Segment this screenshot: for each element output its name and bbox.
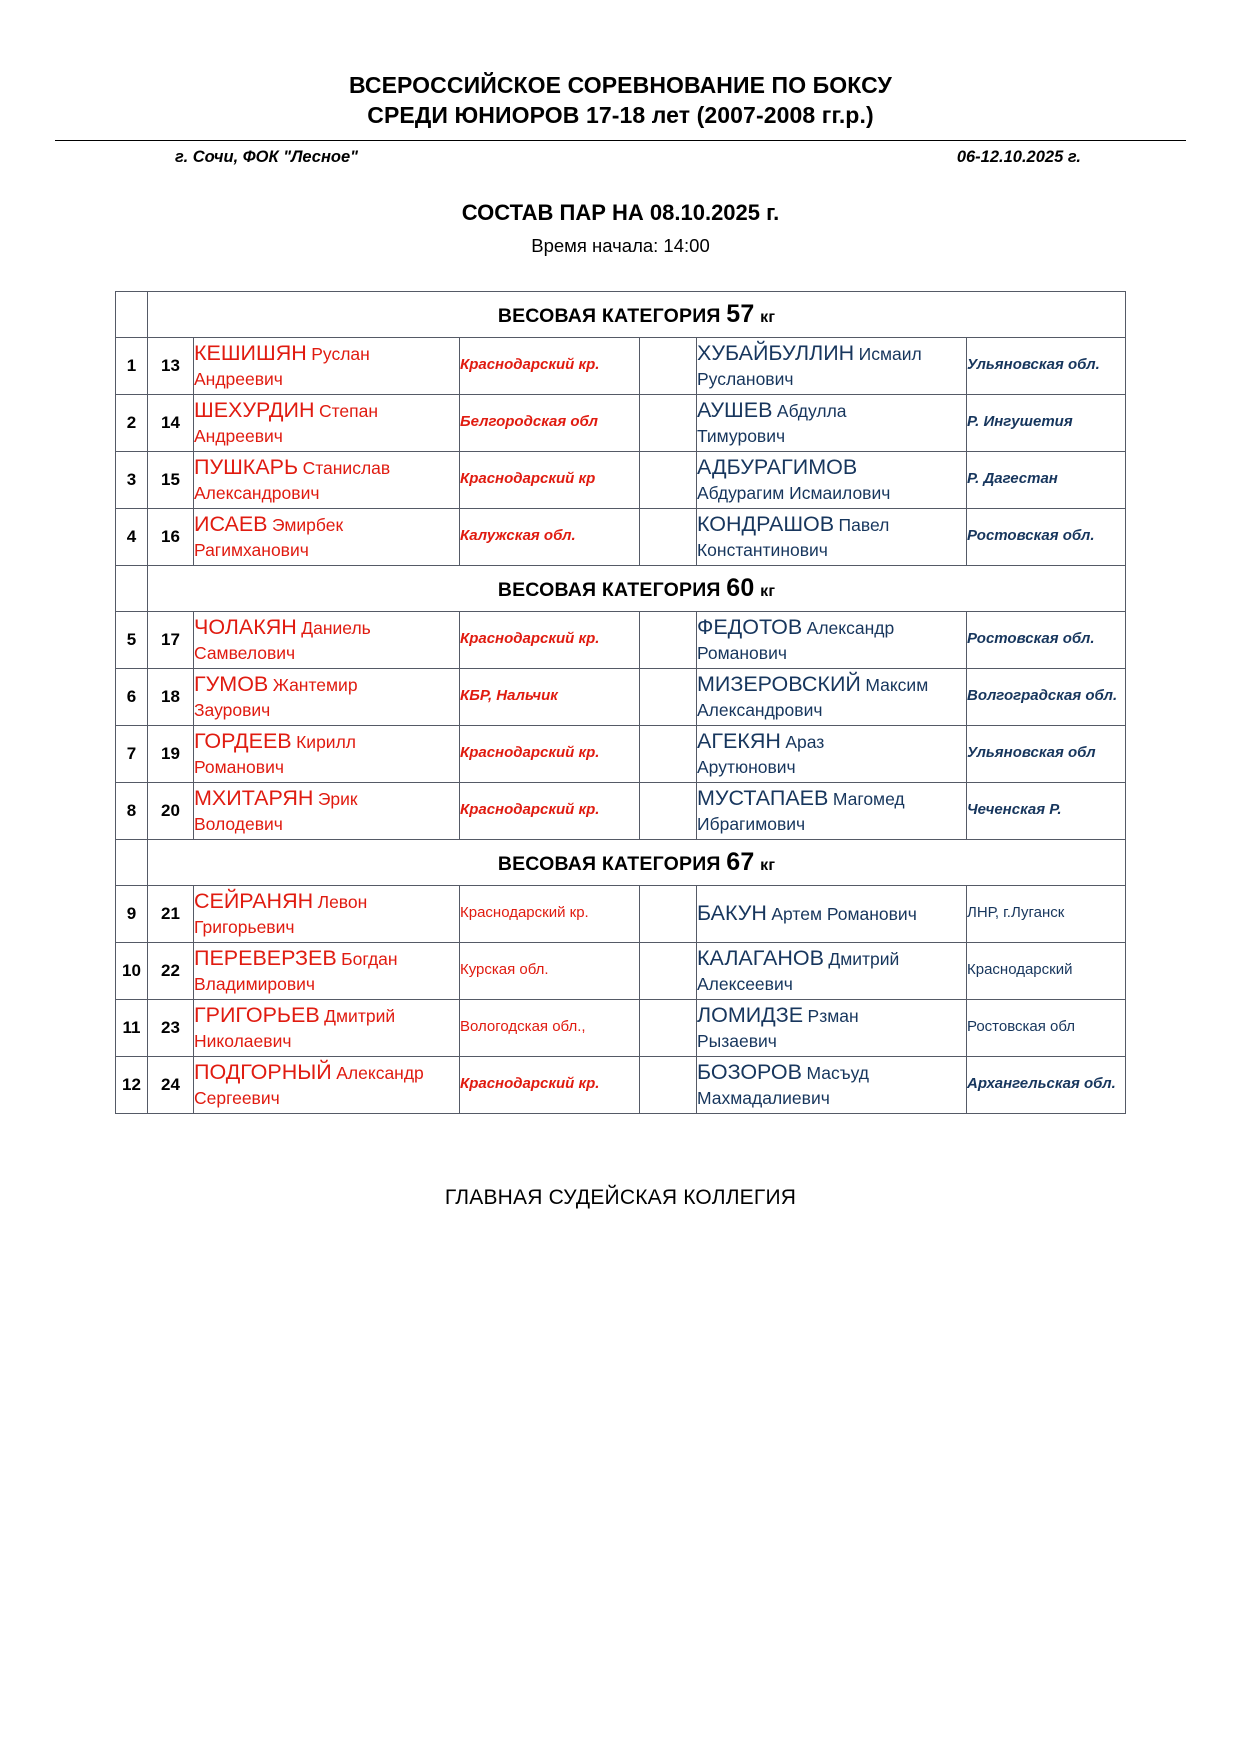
blue-surname: МУСТАПАЕВ [696, 786, 829, 811]
red-region: Калужская обл. [459, 508, 639, 565]
corner-gap-cell [639, 668, 696, 725]
red-region: Краснодарский кр. [459, 885, 639, 942]
category-header-row [115, 565, 1125, 611]
red-surname: ПОДГОРНЫЙ [193, 1060, 332, 1085]
bout-number: 16 [147, 508, 193, 565]
blue-patronymic: Махмадалиевич [696, 1088, 830, 1109]
blue-surname: ХУБАЙБУЛЛИН [696, 341, 855, 366]
bout-index: 1 [115, 337, 147, 394]
bout-row [115, 782, 1125, 839]
red-surname: ГРИГОРЬЕВ [193, 1003, 320, 1028]
red-surname: КЕШИШЯН [193, 341, 307, 366]
category-unit: кг [760, 308, 776, 326]
blue-surname: ФЕДОТОВ [696, 615, 803, 640]
red-patronymic: Володевич [193, 814, 283, 835]
blue-region: Р. Ингушетия [966, 394, 1125, 451]
red-region: Краснодарский кр. [459, 611, 639, 668]
blue-patronymic: Ибрагимович [696, 814, 806, 835]
category-spacer-left [115, 839, 147, 885]
red-region: Краснодарский кр. [459, 782, 639, 839]
blue-corner-boxer [696, 725, 966, 782]
bout-number: 13 [147, 337, 193, 394]
red-corner-boxer [193, 508, 459, 565]
blue-region: ЛНР, г.Луганск [966, 885, 1125, 942]
document-title [55, 70, 1186, 131]
red-surname: СЕЙРАНЯН [193, 889, 314, 914]
corner-gap-cell [639, 885, 696, 942]
pairs-list-subtitle: СОСТАВ ПАР НА 08.10.2025 г. [461, 199, 780, 225]
blue-region: Чеченская Р. [966, 782, 1125, 839]
red-region: Краснодарский кр [459, 451, 639, 508]
category-title [147, 565, 1125, 611]
red-corner-boxer [193, 885, 459, 942]
blue-given-name: Максим [865, 675, 929, 696]
red-corner-boxer [193, 782, 459, 839]
red-corner-boxer [193, 337, 459, 394]
category-label: ВЕСОВАЯ КАТЕГОРИЯ [497, 852, 721, 875]
corner-gap-cell [639, 394, 696, 451]
venue-label: г. Сочи, ФОК "Лесное" [175, 147, 358, 166]
red-corner-boxer [193, 451, 459, 508]
bout-pairs-table [115, 291, 1126, 1114]
blue-surname: АУШЕВ [696, 398, 773, 423]
bout-row [115, 337, 1125, 394]
bout-index: 12 [115, 1056, 147, 1113]
blue-patronymic: Арутюнович [696, 757, 796, 778]
red-corner-boxer [193, 942, 459, 999]
category-weight: 67 [726, 847, 755, 876]
blue-given-name: Абдулла [776, 401, 847, 422]
red-patronymic: Самвелович [193, 643, 296, 664]
blue-corner-boxer [696, 999, 966, 1056]
blue-surname: КОНДРАШОВ [696, 512, 835, 537]
blue-patronymic: Романович [696, 643, 787, 664]
bout-index: 11 [115, 999, 147, 1056]
corner-gap-cell [639, 942, 696, 999]
blue-patronymic: Русланович [696, 369, 794, 390]
red-surname: ГУМОВ [193, 672, 269, 697]
red-given-name: Даниель [301, 618, 371, 639]
red-patronymic: Сергеевич [193, 1088, 280, 1109]
category-unit: кг [760, 856, 776, 874]
bout-index: 5 [115, 611, 147, 668]
bout-index: 4 [115, 508, 147, 565]
category-unit: кг [760, 582, 776, 600]
bout-index: 6 [115, 668, 147, 725]
red-given-name: Станислав [302, 458, 391, 479]
category-label: ВЕСОВАЯ КАТЕГОРИЯ [497, 304, 721, 327]
blue-given-name: Магомед [832, 789, 905, 810]
bout-row [115, 725, 1125, 782]
bout-number: 23 [147, 999, 193, 1056]
red-patronymic: Александрович [193, 483, 320, 504]
bout-row [115, 394, 1125, 451]
blue-region: Архангельская обл. [966, 1056, 1125, 1113]
bout-number: 14 [147, 394, 193, 451]
bout-row [115, 611, 1125, 668]
blue-given-name: Масъуд [806, 1063, 870, 1084]
category-label: ВЕСОВАЯ КАТЕГОРИЯ [497, 578, 721, 601]
category-spacer-left [115, 291, 147, 337]
blue-patronymic: Константинович [696, 540, 828, 561]
red-patronymic: Романович [193, 757, 284, 778]
start-time-label: Время начала: 14:00 [531, 234, 710, 256]
corner-gap-cell [639, 451, 696, 508]
category-title [147, 839, 1125, 885]
red-surname: МХИТАРЯН [193, 786, 314, 811]
bout-row [115, 668, 1125, 725]
red-corner-boxer [193, 668, 459, 725]
red-region: КБР, Нальчик [459, 668, 639, 725]
bout-number: 19 [147, 725, 193, 782]
red-given-name: Степан [318, 401, 378, 422]
red-region: Белгородская обл [459, 394, 639, 451]
blue-patronymic: Тимурович [696, 426, 786, 447]
category-header-row [115, 291, 1125, 337]
title-line-2: СРЕДИ ЮНИОРОВ 17-18 лет (2007-2008 гг.р.) [367, 102, 874, 129]
blue-region: Ростовская обл. [966, 611, 1125, 668]
bout-number: 24 [147, 1056, 193, 1113]
red-given-name: Кирилл [296, 732, 356, 753]
blue-corner-boxer [696, 611, 966, 668]
bout-index: 9 [115, 885, 147, 942]
blue-corner-boxer [696, 337, 966, 394]
bout-row [115, 999, 1125, 1056]
red-patronymic: Андреевич [193, 426, 283, 447]
category-spacer-left [115, 565, 147, 611]
red-corner-boxer [193, 999, 459, 1056]
red-surname: ЧОЛАКЯН [193, 615, 297, 640]
blue-given-name: Дмитрий [828, 949, 900, 970]
red-corner-boxer [193, 394, 459, 451]
category-header-row [115, 839, 1125, 885]
blue-patronymic: Алексеевич [696, 974, 793, 995]
blue-patronymic: Александрович [696, 700, 823, 721]
blue-corner-boxer [696, 782, 966, 839]
red-region: Вологодская обл., [459, 999, 639, 1056]
blue-region: Краснодарский [966, 942, 1125, 999]
red-region: Курская обл. [459, 942, 639, 999]
bout-index: 7 [115, 725, 147, 782]
blue-region: Ульяновская обл. [966, 337, 1125, 394]
blue-corner-boxer [696, 508, 966, 565]
bout-index: 3 [115, 451, 147, 508]
corner-gap-cell [639, 337, 696, 394]
blue-region: Ростовская обл [966, 999, 1125, 1056]
category-weight: 57 [726, 299, 755, 328]
blue-surname: ЛОМИДЗЕ [696, 1003, 804, 1028]
blue-corner-boxer [696, 942, 966, 999]
bout-row [115, 508, 1125, 565]
category-title [147, 291, 1125, 337]
corner-gap-cell [639, 999, 696, 1056]
blue-surname: БАКУН [696, 900, 767, 925]
bout-number: 22 [147, 942, 193, 999]
blue-region: Ульяновская обл [966, 725, 1125, 782]
corner-gap-cell [639, 725, 696, 782]
blue-corner-boxer [696, 451, 966, 508]
red-given-name: Александр [336, 1063, 424, 1084]
red-patronymic: Григорьевич [193, 917, 295, 938]
blue-given-name: Павел [838, 515, 890, 536]
blue-given-name: Араз [785, 732, 825, 753]
red-region: Краснодарский кр. [459, 725, 639, 782]
red-patronymic: Владимирович [193, 974, 316, 995]
red-region: Краснодарский кр. [459, 1056, 639, 1113]
bout-index: 8 [115, 782, 147, 839]
corner-gap-cell [639, 611, 696, 668]
red-surname: ШЕХУРДИН [193, 398, 315, 423]
blue-region: Р. Дагестан [966, 451, 1125, 508]
blue-patronymic: Рызаевич [696, 1031, 777, 1052]
red-patronymic: Николаевич [193, 1031, 292, 1052]
corner-gap-cell [639, 782, 696, 839]
blue-corner-boxer [696, 885, 966, 942]
title-line-1: ВСЕРОССИЙСКОЕ СОРЕВНОВАНИЕ ПО БОКСУ [349, 72, 892, 98]
bout-index: 10 [115, 942, 147, 999]
red-surname: ПУШКАРЬ [193, 455, 299, 480]
bout-row [115, 451, 1125, 508]
blue-surname: АДБУРАГИМОВ [696, 455, 858, 480]
red-surname: ПЕРЕВЕРЗЕВ [193, 946, 337, 971]
competition-dates: 06-12.10.2025 г. [956, 147, 1081, 166]
bout-row [115, 942, 1125, 999]
red-given-name: Эмирбек [271, 515, 344, 536]
venue-date-row [55, 141, 1186, 167]
blue-given-name: Исмаил [858, 344, 922, 365]
red-given-name: Левон [317, 892, 368, 913]
red-given-name: Эрик [317, 789, 358, 810]
red-given-name: Жантемир [272, 675, 358, 696]
blue-given-name: Артем Романович [771, 903, 917, 924]
blue-given-name: Рзман [807, 1006, 859, 1027]
footer-committee: ГЛАВНАЯ СУДЕЙСКАЯ КОЛЛЕГИЯ [444, 1185, 797, 1209]
corner-gap-cell [639, 508, 696, 565]
category-weight: 60 [726, 573, 755, 602]
red-region: Краснодарский кр. [459, 337, 639, 394]
blue-surname: МИЗЕРОВСКИЙ [696, 672, 861, 697]
red-corner-boxer [193, 725, 459, 782]
red-given-name: Богдан [341, 949, 398, 970]
red-surname: ГОРДЕЕВ [193, 729, 292, 754]
red-corner-boxer [193, 1056, 459, 1113]
red-corner-boxer [193, 611, 459, 668]
bout-number: 20 [147, 782, 193, 839]
bout-row [115, 885, 1125, 942]
corner-gap-cell [639, 1056, 696, 1113]
blue-surname: БОЗОРОВ [696, 1060, 802, 1085]
bout-number: 21 [147, 885, 193, 942]
red-patronymic: Андреевич [193, 369, 283, 390]
blue-corner-boxer [696, 394, 966, 451]
blue-patronymic: Абдурагим Исмаилович [696, 483, 891, 504]
blue-surname: КАЛАГАНОВ [696, 946, 824, 971]
blue-corner-boxer [696, 1056, 966, 1113]
blue-region: Волгоградская обл. [966, 668, 1125, 725]
bout-number: 17 [147, 611, 193, 668]
red-patronymic: Рагимханович [193, 540, 309, 561]
blue-region: Ростовская обл. [966, 508, 1125, 565]
bout-row [115, 1056, 1125, 1113]
blue-corner-boxer [696, 668, 966, 725]
red-patronymic: Заурович [193, 700, 271, 721]
blue-surname: АГЕКЯН [696, 729, 781, 754]
red-given-name: Дмитрий [324, 1006, 396, 1027]
bout-number: 15 [147, 451, 193, 508]
red-given-name: Руслан [311, 344, 370, 365]
blue-given-name: Александр [806, 618, 895, 639]
bout-number: 18 [147, 668, 193, 725]
bout-index: 2 [115, 394, 147, 451]
red-surname: ИСАЕВ [193, 512, 268, 537]
